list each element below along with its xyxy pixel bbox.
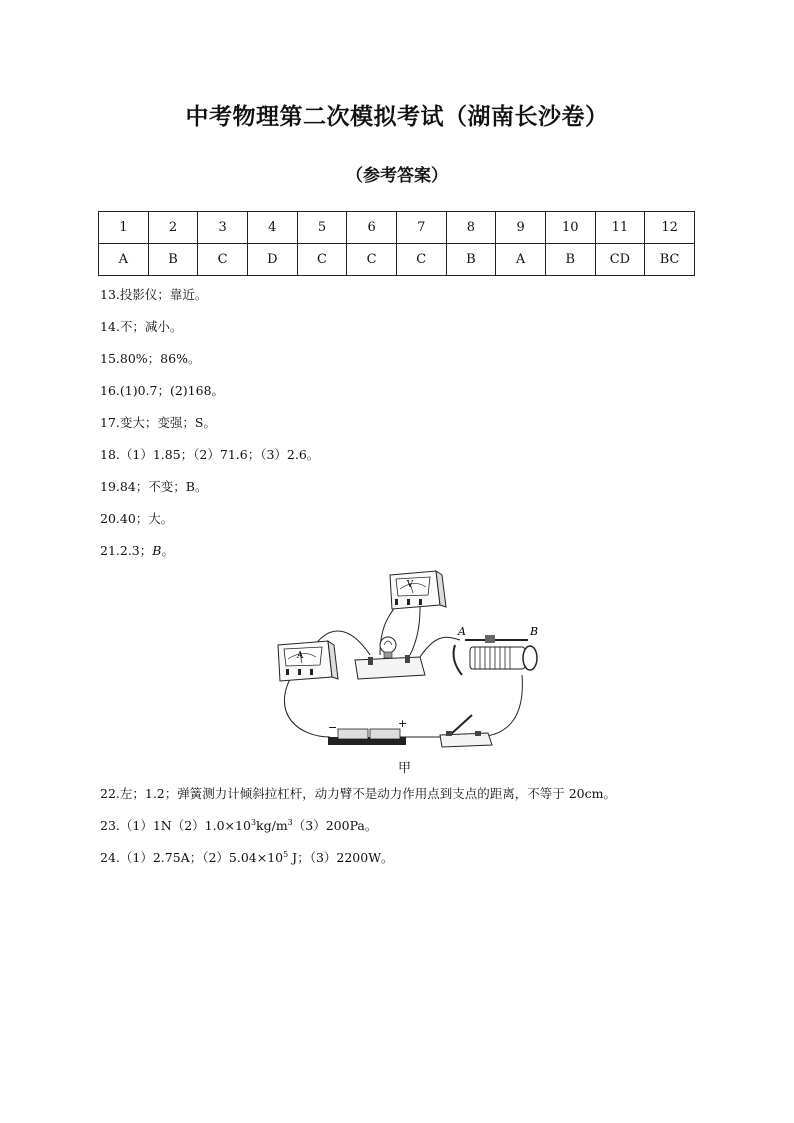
answer-text: kg/m [256, 818, 288, 833]
answer-line-16: 16.(1)0.7；(2)168。 [100, 383, 225, 398]
table-cell: A [99, 244, 149, 276]
table-cell: 9 [496, 212, 546, 244]
table-cell: 4 [247, 212, 297, 244]
table-cell: B [446, 244, 496, 276]
figure-caption: 甲 [398, 761, 412, 776]
battery-minus: − [328, 721, 338, 734]
table-cell: B [545, 244, 595, 276]
table-cell: 12 [645, 212, 695, 244]
answer-line-20: 20.40；大。 [100, 511, 174, 526]
wire [410, 607, 420, 655]
switch [440, 715, 492, 747]
answer-italic: B [152, 543, 162, 558]
ammeter-letter: A [296, 651, 304, 661]
table-cell: BC [645, 244, 695, 276]
answer-line-23 [100, 816, 377, 834]
voltmeter-letter: V [406, 580, 414, 590]
table-cell: B [148, 244, 198, 276]
answer-text: 24.（1）2.75A；（2）5.04×10 [100, 850, 284, 865]
terminal-label-a: A [458, 625, 466, 638]
answer-line-19: 19.84；不变；B。 [100, 479, 208, 494]
table-cell: 5 [297, 212, 347, 244]
table-cell: CD [595, 244, 645, 276]
table-cell: C [297, 244, 347, 276]
table-row-numbers [99, 212, 695, 244]
table-row-answers [99, 244, 695, 276]
table-cell: 2 [148, 212, 198, 244]
answer-line-18: 18.（1）1.85；（2）71.6；（3）2.6。 [100, 447, 320, 462]
answer-text: J；（3）2200W。 [288, 850, 394, 865]
table-cell: 8 [446, 212, 496, 244]
table-cell: 10 [545, 212, 595, 244]
voltmeter [390, 571, 446, 609]
answer-line-21 [100, 541, 174, 559]
wire [284, 675, 330, 737]
table-cell: 1 [99, 212, 149, 244]
answer-text: 23.（1）1N（2）1.0×10 [100, 818, 251, 833]
table-cell: C [198, 244, 248, 276]
table-cell: C [347, 244, 397, 276]
answer-line-17: 17.变大；变强；S。 [100, 415, 216, 430]
table-cell: 3 [198, 212, 248, 244]
ammeter [278, 641, 338, 681]
superscript: 3 [287, 817, 293, 827]
superscript: 3 [250, 817, 257, 827]
page-title: 中考物理第二次模拟考试（湖南长沙卷） [185, 104, 609, 130]
table-cell: D [247, 244, 297, 276]
table-cell: A [496, 244, 546, 276]
superscript: 5 [283, 849, 289, 859]
table-cell: 7 [396, 212, 446, 244]
answer-text: 。 [161, 543, 174, 558]
answer-line-22: 22.左；1.2；弹簧测力计倾斜拉杠杆，动力臂不是动力作用点到支点的距离，不等于 20cm。 [100, 786, 616, 801]
page-subtitle: （参考答案） [346, 166, 448, 186]
battery [328, 717, 407, 745]
table-cell: 6 [347, 212, 397, 244]
answer-line-13: 13.投影仪；靠近。 [100, 287, 208, 302]
answer-line-14: 14.不；减小。 [100, 319, 183, 334]
battery-plus: + [398, 717, 408, 730]
table-cell: 11 [595, 212, 645, 244]
answer-table [98, 211, 695, 276]
wire [475, 675, 522, 737]
answer-line-24 [100, 848, 394, 866]
answer-line-15: 15.80%；86%。 [100, 351, 201, 366]
circuit-diagram [270, 565, 550, 775]
answer-text: 21.2.3； [100, 543, 153, 558]
answer-text: （3）200Pa。 [292, 818, 378, 833]
table-cell: C [396, 244, 446, 276]
terminal-label-b: B [530, 625, 539, 638]
rheostat [454, 625, 539, 675]
